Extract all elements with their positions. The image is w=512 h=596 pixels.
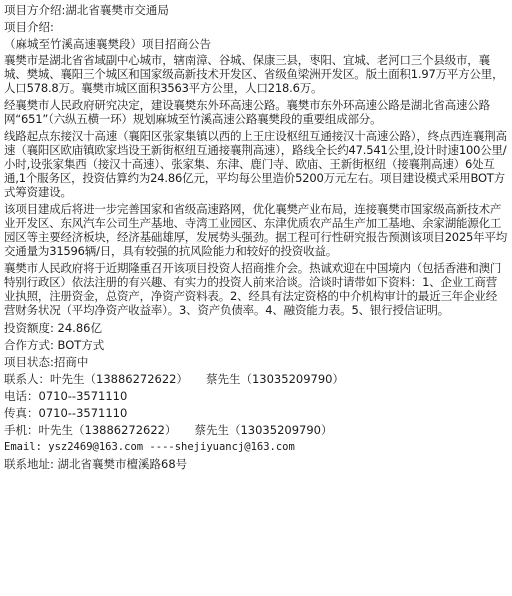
email-2: shejiyuancj@163.com <box>174 441 295 453</box>
paragraph-city-overview: 襄樊市是湖北省省域副中心城市，辖南漳、谷城、保康三县，枣阳、宜城、老河口三个县级市，襄城、樊城、襄阳三个城区和国家级高新技术开发区、省级鱼梁洲开发区。版土面积1.97万平方公里，人口578.8万。襄樊市城区面积3563平方公里，人口218.6万。 <box>4 53 504 95</box>
email-separator: ---- <box>149 441 175 453</box>
status-label: 项目状态: <box>4 355 54 369</box>
owner-line <box>4 2 508 19</box>
mobile-2: 蔡先生（13035209790） <box>194 423 333 437</box>
owner-label: 项目方介绍: <box>4 3 66 17</box>
owner-value: 湖北省襄樊市交通局 <box>65 3 169 17</box>
mode-value: BOT方式 <box>57 338 105 352</box>
paragraph-invitation: 襄樊市人民政府将于近期隆重召开该项目投资人招商推介会。热诚欢迎在中国境内（包括香港和澳门特别行政区）依法注册的有兴趣、有实力的投资人前来洽谈。洽谈时请带如下资料：1、企业工商营业执照，注册资金，总资产，净资产资料表。2、经具有法定资格的中介机构审计的最近三年企业经营财务状况（平均净资产收益率）。3、资产负债率。4、融资能力表。5、银行授信证明。 <box>4 261 502 317</box>
email-label: Email: <box>4 441 42 453</box>
email-1: ysz2469@163.com <box>48 441 144 453</box>
address-line <box>4 456 508 473</box>
status-line <box>4 354 508 371</box>
phone-label: 电话： <box>4 389 39 403</box>
contact-person-line <box>4 371 508 388</box>
contact-person-1: 叶先生（13886272622） <box>50 372 188 386</box>
paragraph-decision: 经襄樊市人民政府研究决定，建设襄樊东外环高速公路。襄樊市东外环高速公路是湖北省高速公路网“651”（六纵五横一环）规划麻城至竹溪高速公路襄樊段的重要组成部分。 <box>4 98 490 126</box>
amount-value: 24.86亿 <box>57 321 102 335</box>
amount-line <box>4 320 508 337</box>
paragraph-route: 线路起点东接汉十高速（襄阳区张家集镇以西的上王庄设枢纽互通接汉十高速公路），终点西连襄荆高速（襄阳区欧庙镇欧家垱设王新街枢纽互通接襄荆高速），路线全长约47.541公里,设计时速100公里/小时,设张家集西（接汉十高速）、张家集、东津、鹿门寺、欧庙、王新街枢纽（接襄荆高速）6处互通,1个服务区，投资估算约为24.86亿元，平均每公里造价5200万元左右。项目建设模式采用BOT方式筹资建设。 <box>4 129 507 199</box>
intro-label: 项目介绍: <box>4 20 54 34</box>
fax-value: 0710--3571110 <box>38 406 128 420</box>
address-label: 联系地址: <box>4 457 54 471</box>
mode-line <box>4 337 508 354</box>
contact-person-label: 联系人： <box>4 372 50 386</box>
fax-line <box>4 405 508 422</box>
project-title: （麻城至竹溪高速襄樊段）项目招商公告 <box>4 37 211 51</box>
mobile-label: 手机： <box>4 423 39 437</box>
mode-label: 合作方式: <box>4 338 54 352</box>
paragraph-benefits: 该项目建成后将进一步完善国家和省级高速路网，优化襄樊产业布局，连接襄樊市国家级高新技术产业开发区、东风汽车公司生产基地、寺湾工业园区、东津优质农产品生产加工基地、余家湖能源化工园区等主要经济板块，经济基础雄厚，发展势头强劲。据工程可行性研究报告预测该项目2025年平均交通量为31596辆/日，具有较强的抗风险能力和较好的投资收益。 <box>4 202 508 258</box>
mobile-line <box>4 422 508 439</box>
phone-value: 0710--3571110 <box>38 389 128 403</box>
amount-label: 投资额度: <box>4 321 54 335</box>
address-value: 湖北省襄樊市檀溪路68号 <box>57 457 188 471</box>
contact-person-2: 蔡先生（13035209790） <box>205 372 344 386</box>
phone-line <box>4 388 508 405</box>
mobile-1: 叶先生（13886272622） <box>38 423 177 437</box>
status-value: 招商中 <box>53 355 89 369</box>
fax-label: 传真： <box>4 406 39 420</box>
email-line <box>4 439 508 456</box>
